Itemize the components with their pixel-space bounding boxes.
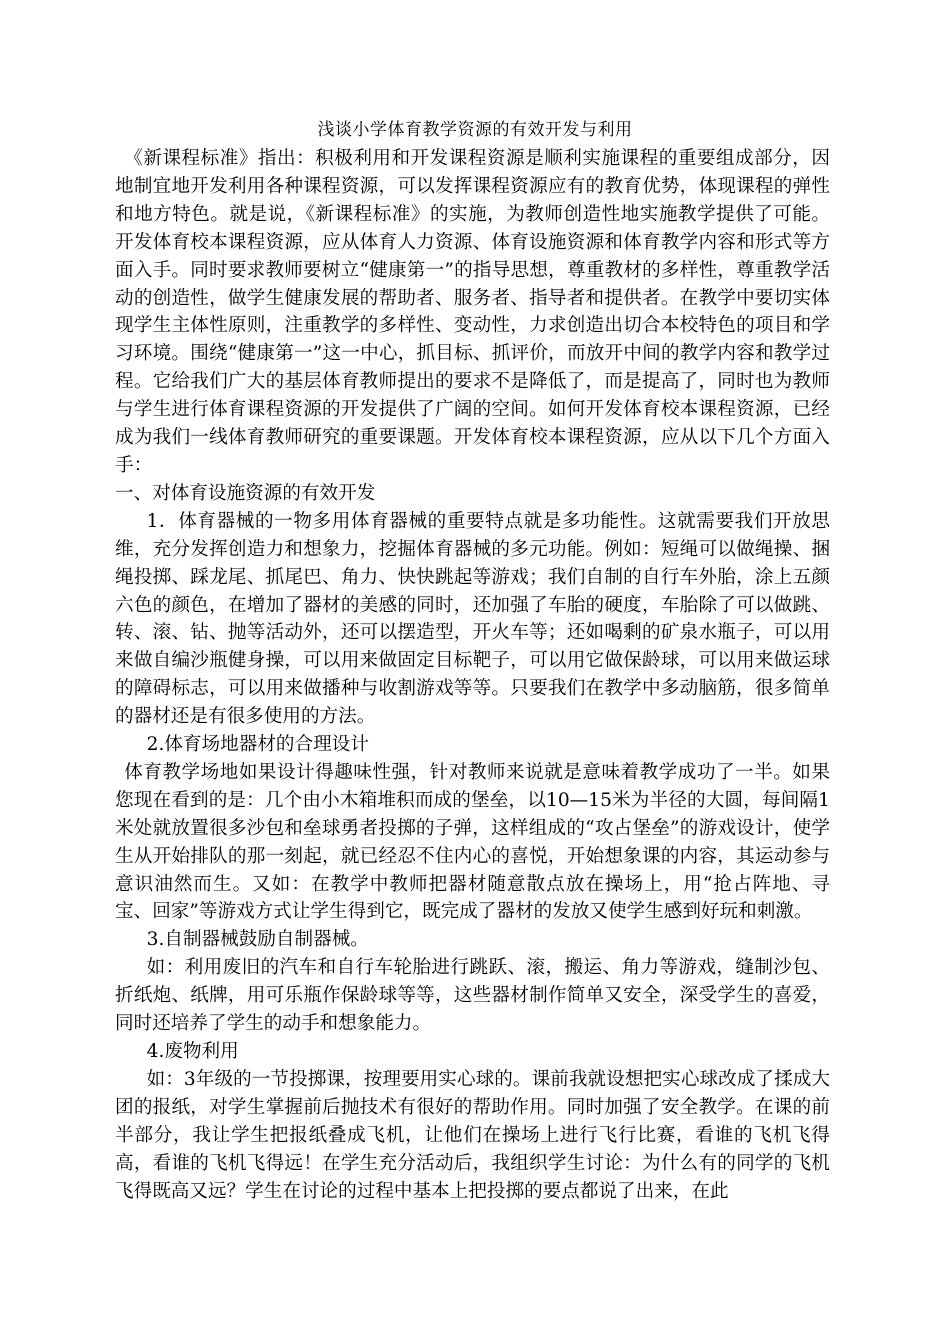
intro-paragraph: 《新课程标准》指出：积极利用和开发课程资源是顺利实施课程的重要组成部分，因地制宜地开发利用各种课程资源，可以发挥课程资源应有的教育优势，体现课程的弹性和地方特色。就是说，《新课程标准》的实施，为教师创造性地实施教学提供了可能。开发体育校本课程资源，应从体育人力资源、体育设施资源和体育教学内容和形式等方面入手。同时要求教师要树立“健康第一”的指导思想，尊重教材的多样性，尊重教学活动的创造性，做学生健康发展的帮助者、服务者、指导者和提供者。在教学中要切实体现学生主体性原则，注重教学的多样性、变动性，力求创造出切合本校特色的项目和学习环境。围绕“健康第一”这一中心，抓目标、抓评价，而放开中间的教学内容和教学过程。它给我们广大的基层体育教师提出的要求不是降低了，而是提高了，同时也为教师与学生进行体育课程资源的开发提供了广阔的空间。如何开发体育校本课程资源，已经成为我们一线体育教师研究的重要课题。开发体育校本课程资源，应从以下几个方面入手： (115, 148, 830, 476)
subsection-2-paragraph: 体育教学场地如果设计得趣味性强，针对教师来说就是意味着教学成功了一半。如果您现在看到的是：几个由小木箱堆积而成的堡垒，以10—15米为半径的大圆，每间隔1米处就放置很多沙包和垒球勇者投掷的子弹，这样组成的“攻占堡垒”的游戏设计，使学生从开始排队的那一刻起，就已经忍不住内心的喜悦，开始想象课的内容，其运动参与意识油然而生。又如：在教学中教师把器材随意散点放在操场上，用“抢占阵地、寻宝、回家”等游戏方式让学生得到它，既完成了器材的发放又使学生感到好玩和刺激。 (115, 761, 830, 923)
subsection-1-paragraph: 1．体育器械的一物多用体育器械的重要特点就是多功能性。这就需要我们开放思维，充分发挥创造力和想象力，挖掘体育器械的多元功能。例如：短绳可以做绳操、捆绳投掷、踩龙尾、抓尾巴、角力、快快跳起等游戏；我们自制的自行车外胎，涂上五颜六色的颜色，在增加了器材的美感的同时，还加强了车胎的硬度，车胎除了可以做跳、转、滚、钻、抛等活动外，还可以摆造型，开火车等；还如喝剩的矿泉水瓶子，可以用来做自编沙瓶健身操，可以用来做固定目标靶子，可以用它做保龄球，可以用来做运球的障碍标志，可以用来做播种与收割游戏等等。只要我们在教学中多动脑筋，很多简单的器材还是有很多使用的方法。 (115, 510, 830, 728)
subsection-3-paragraph: 如：利用废旧的汽车和自行车轮胎进行跳跃、滚，搬运、角力等游戏，缝制沙包、折纸炮、纸牌，用可乐瓶作保龄球等等，这些器材制作简单又安全，深受学生的喜爱，同时还培养了学生的动手和想象能力。 (115, 957, 830, 1035)
subsection-4-heading: 4.废物利用 (146, 1041, 239, 1062)
subsection-4-paragraph: 如：3年级的一节投掷课，按理要用实心球的。课前我就设想把实心球改成了揉成大团的报纸，对学生掌握前后抛技术有很好的帮助作用。同时加强了安全教学。在课的前半部分，我让学生把报纸叠成飞机，让他们在操场上进行飞行比赛，看谁的飞机飞得高，看谁的飞机飞得远！在学生充分活动后，我组织学生讨论：为什么有的同学的飞机飞得既高又远？学生在讨论的过程中基本上把投掷的要点都说了出来，在此 (115, 1068, 830, 1202)
subsection-2-heading: 2.体育场地器材的合理设计 (146, 734, 369, 756)
subsection-3-heading: 3.自制器械鼓励自制器械。 (146, 929, 369, 951)
document-title: 浅谈小学体育教学资源的有效开发与利用 (317, 120, 633, 140)
section-heading-1: 一、对体育设施资源的有效开发 (115, 482, 376, 504)
document-body (115, 145, 830, 1205)
